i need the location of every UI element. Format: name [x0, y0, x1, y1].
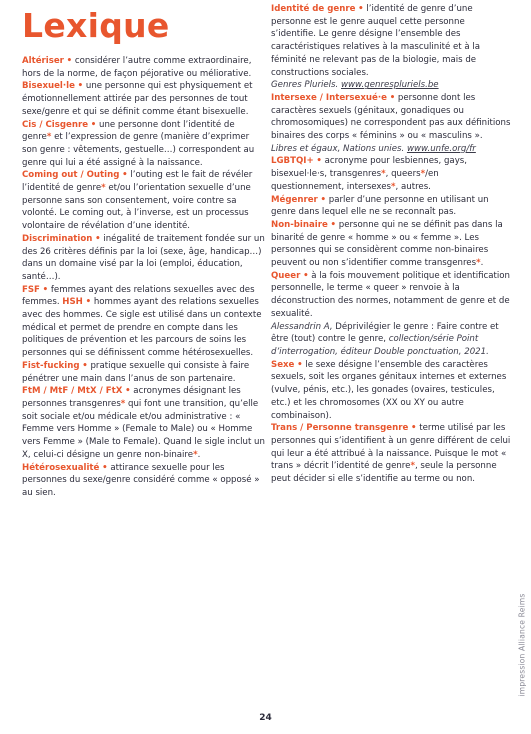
entry-trans — [271, 422, 511, 486]
entry-cisgenre — [22, 119, 266, 170]
separator-dot: • — [77, 81, 84, 92]
term-intersexe: Intersexe / Intersexué·e — [271, 92, 387, 103]
term-sexe: Sexe — [271, 359, 295, 370]
left-column — [22, 55, 266, 500]
term-ftm-mtf: FtM / MtF / MtX / FtX — [22, 386, 123, 397]
definition-lgbtqi-c: /en questionnement, intersexes — [271, 169, 439, 192]
separator-dot: • — [125, 386, 131, 397]
source-author: Alessandrin A, — [271, 321, 333, 332]
definition-coming-out-cont: et/ou l’orientation sexuelle d’une personne sans son consentement, voire contre sa volonté. Le coming out, à l’inverse, est un processus volontaire de révélation d’une identité. — [22, 183, 251, 232]
source-link-genrespluriels[interactable]: www.genrespluriels.be — [340, 80, 439, 91]
print-credit-text: impression Alliance Reims — [517, 593, 527, 697]
separator-dot: • — [358, 4, 364, 14]
entry-lgbtqi — [271, 155, 511, 193]
asterisk-mark: * — [381, 169, 386, 180]
entry-fist-fucking — [22, 360, 266, 385]
term-alteriser: Altériser — [22, 56, 64, 66]
definition-ftm-mtf-end: . — [197, 449, 201, 460]
term-megenrer: Mégenrer — [271, 194, 318, 205]
definition-fist-fucking: pratique sexuelle qui consiste à faire pénétrer une main dans l’anus de son partenaire. — [22, 360, 250, 384]
asterisk-mark: * — [476, 258, 481, 269]
separator-dot: • — [297, 359, 303, 370]
separator-dot: • — [42, 284, 49, 295]
source-link-unfe[interactable]: www.unfe.org/fr — [406, 143, 476, 154]
source-name: Libres et égaux, Nations unies. — [271, 143, 405, 154]
separator-dot: • — [82, 360, 88, 371]
term-non-binaire: Non-binaire — [271, 219, 328, 230]
definition-ftm-mtf-cont: qui font une transition, qu’elle soit sociale et/ou médicale et/ou administrative : « Femme vers Homme » (Female to Male) ou « Homme vers Femme » (Male to Female). Quand le sigle inclut un X, celui-ci désigne un genre non-binaire — [22, 398, 265, 460]
definition-ftm-mtf: acronymes désignant les personnes transgenres — [22, 386, 241, 409]
definition-discrimination: inégalité de traitement fondée sur un des 26 critères définis par la loi (sexe, âge, handicap…) dans un domaine visé par la loi (emploi, éducation, santé…). — [22, 233, 265, 282]
entry-fsf-hsh — [22, 284, 266, 360]
separator-dot: • — [303, 270, 309, 281]
definition-intersexe: personne dont les caractères sexuels (génitaux, gonadiques ou chromosomiques) ne correspondent pas aux définitions binaires des corps « féminins » ou « masculins ». — [271, 92, 511, 142]
entry-queer — [271, 270, 511, 321]
term-fsf: FSF — [22, 284, 40, 295]
source-queer — [271, 321, 511, 359]
entry-non-binaire — [271, 219, 511, 270]
separator-dot: • — [389, 92, 396, 103]
definition-sexe: le sexe désigne l’ensemble des caractères sexuels, soit les organes génitaux internes et externes (vulve, pénis, etc.), les gonades (ovaires, testicules, etc.) et les chromosomes (XX ou XY ou autre combinaison). — [271, 359, 507, 421]
term-coming-out: Coming out / Outing — [22, 170, 120, 181]
definition-megenrer: parler d’une personne en utilisant un genre dans lequel elle ne se reconnaît pas. — [271, 194, 489, 218]
source-collection: collection/série Point d’interrogation, éditeur Double ponctuation, 2021. — [271, 334, 489, 357]
definition-hsh: hommes ayant des relations sexuelles avec des hommes. Ce sigle est utilisé dans un contexte médical et permet de prendre en compte dans les politiques de prévention et les parcours de soins les personnes qui se définissent comme hétérosexuelles. — [22, 297, 262, 359]
term-trans: Trans / Personne transgenre — [271, 423, 409, 434]
page-number: 24 — [259, 713, 272, 723]
term-queer: Queer — [271, 270, 301, 281]
definition-alteriser: considérer l’autre comme extraordinaire, hors de la norme, de façon péjorative ou méliorative. — [22, 56, 252, 79]
definition-lgbtqi-d: , autres. — [395, 181, 431, 192]
definition-heterosexualite: attirance sexuelle pour les personnes du sexe/genre considéré comme « opposé » au sien. — [22, 462, 260, 498]
source-nations-unies — [271, 143, 511, 156]
term-heterosexualite: Hétérosexualité — [22, 462, 100, 473]
asterisk-mark: * — [391, 181, 396, 192]
definition-bisexuel: une personne qui est physiquement et émotionnellement attirée par des personnes de tout sexe/genre et qui se définit comme étant bisexuelle. — [22, 81, 253, 117]
definition-trans-end: , seule la personne peut décider si elle s’identifie au terme ou non. — [271, 461, 497, 485]
asterisk-mark: * — [120, 398, 126, 409]
separator-dot: • — [411, 423, 417, 434]
entry-identite-de-genre — [271, 3, 511, 79]
separator-dot: • — [90, 119, 97, 130]
definition-identite-de-genre: l’identité de genre d’une personne est le genre auquel cette personne s’identifie. Le genre désigne l’ensemble des caractéristiques relatives à la masculinité et à la féminité ne relevant pas de la biologie, mais de constructions sociales. — [271, 4, 481, 78]
page-title: Lexique — [22, 6, 170, 45]
separator-dot: • — [330, 219, 337, 230]
entry-bisexuel — [22, 80, 266, 118]
print-credit — [517, 585, 527, 705]
asterisk-mark: * — [193, 449, 198, 460]
right-column — [271, 3, 511, 486]
asterisk-mark: * — [101, 183, 106, 194]
separator-dot: • — [102, 462, 108, 473]
source-genres-pluriels — [271, 79, 511, 92]
separator-dot: • — [122, 170, 128, 181]
term-bisexuel: Bisexuel·le — [22, 81, 75, 92]
definition-cisgenre-cont: et l’expression de genre (manière d’exprimer son genre : vêtements, gestuelle…) correspondent au genre qui lui a été assigné à la naissance. — [22, 132, 255, 168]
entry-discrimination — [22, 233, 266, 284]
separator-dot: • — [95, 233, 101, 244]
source-name: Genres Pluriels. — [271, 80, 339, 91]
definition-non-binaire: personne qui ne se définit pas dans la binarité de genre « homme » ou « femme ». Les personnes qui se considèrent comme non-binaires peuvent ou non s’identifier comme transgenres — [271, 219, 503, 269]
term-cisgenre: Cis / Cisgenre — [22, 119, 89, 130]
separator-dot: • — [66, 56, 73, 66]
entry-intersexe — [271, 92, 511, 143]
term-identite-de-genre: Identité de genre — [271, 4, 356, 14]
entry-megenrer — [271, 194, 511, 219]
definition-lgbtqi: acronyme pour lesbiennes, gays, bisexuel·le·s, transgenres — [271, 156, 467, 180]
source-title: Déprivilégier le genre : Faire contre et être (tout) contre le genre, — [271, 321, 499, 345]
separator-dot: • — [316, 156, 322, 167]
definition-lgbtqi-b: , queers — [385, 169, 421, 180]
entry-sexe — [271, 359, 511, 423]
entry-ftm-mtf — [22, 385, 266, 461]
definition-fsf: femmes ayant des relations sexuelles avec des femmes. — [22, 284, 255, 308]
separator-dot: • — [85, 297, 92, 308]
definition-trans: terme utilisé par les personnes qui s’identifient à un genre différent de celui qui leur a été attribué à la naissance. Puisque le mot « trans » décrit l’identité de genre — [271, 423, 511, 472]
separator-dot: • — [320, 194, 327, 205]
definition-non-binaire-end: . — [480, 258, 484, 269]
entry-alteriser — [22, 55, 266, 80]
term-discrimination: Discrimination — [22, 233, 93, 244]
definition-queer: à la fois mouvement politique et identification personnelle, le terme « queer » renvoie à la déconstruction des normes, notamment de genre et de sexualité. — [271, 270, 510, 319]
definition-cisgenre: une personne dont l’identité de genre — [22, 119, 235, 143]
entry-coming-out — [22, 169, 266, 233]
term-lgbtqi: LGBTQI+ — [271, 156, 314, 167]
asterisk-mark: * — [410, 461, 415, 472]
term-hsh: HSH — [62, 297, 83, 308]
entry-heterosexualite — [22, 462, 266, 500]
definition-coming-out: l’outing est le fait de révéler l’identité de genre — [22, 170, 253, 194]
term-fist-fucking: Fist-fucking — [22, 360, 80, 371]
asterisk-mark: * — [420, 169, 426, 180]
asterisk-mark: * — [46, 132, 52, 143]
